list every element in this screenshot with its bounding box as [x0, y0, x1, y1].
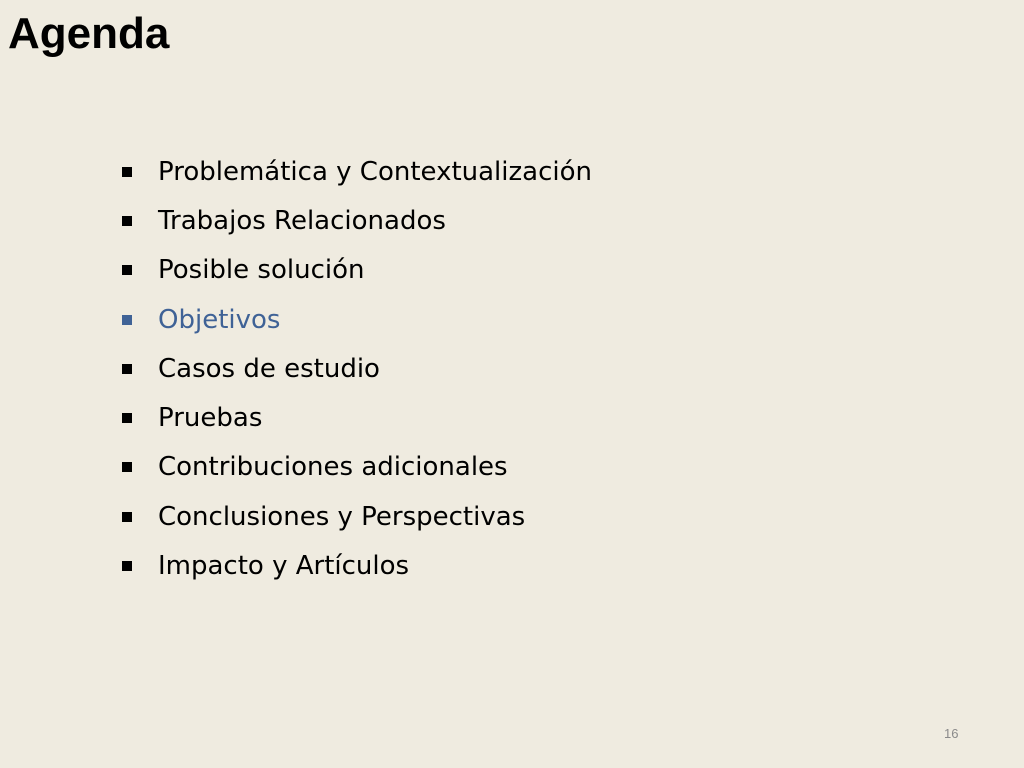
- agenda-list: [122, 147, 592, 591]
- square-bullet-icon: [122, 512, 132, 522]
- agenda-item-label: Casos de estudio: [158, 353, 380, 384]
- agenda-item-impacto: [122, 541, 592, 590]
- agenda-item-label: Conclusiones y Perspectivas: [158, 501, 526, 532]
- square-bullet-icon: [122, 265, 132, 275]
- page-number: 16: [944, 726, 959, 741]
- agenda-item-label: Posible solución: [158, 255, 365, 286]
- agenda-item-problematica: [122, 147, 592, 196]
- agenda-item-label: Pruebas: [158, 403, 263, 434]
- agenda-item-objetivos: [122, 295, 592, 344]
- agenda-item-label: Contribuciones adicionales: [158, 452, 508, 483]
- agenda-item-pruebas: [122, 393, 592, 442]
- square-bullet-icon: [122, 462, 132, 472]
- square-bullet-icon: [122, 413, 132, 423]
- square-bullet-icon: [122, 315, 132, 325]
- agenda-item-casos-de-estudio: [122, 344, 592, 393]
- agenda-item-trabajos-relacionados: [122, 196, 592, 245]
- agenda-item-label: Objetivos: [158, 304, 281, 335]
- agenda-item-label: Problemática y Contextualización: [158, 156, 592, 187]
- agenda-item-label: Trabajos Relacionados: [158, 205, 446, 236]
- square-bullet-icon: [122, 216, 132, 226]
- slide-title: Agenda: [8, 9, 170, 58]
- agenda-item-conclusiones: [122, 492, 592, 541]
- square-bullet-icon: [122, 561, 132, 571]
- agenda-item-label: Impacto y Artículos: [158, 551, 410, 582]
- agenda-item-posible-solucion: [122, 246, 592, 295]
- agenda-item-contribuciones: [122, 443, 592, 492]
- square-bullet-icon: [122, 167, 132, 177]
- square-bullet-icon: [122, 364, 132, 374]
